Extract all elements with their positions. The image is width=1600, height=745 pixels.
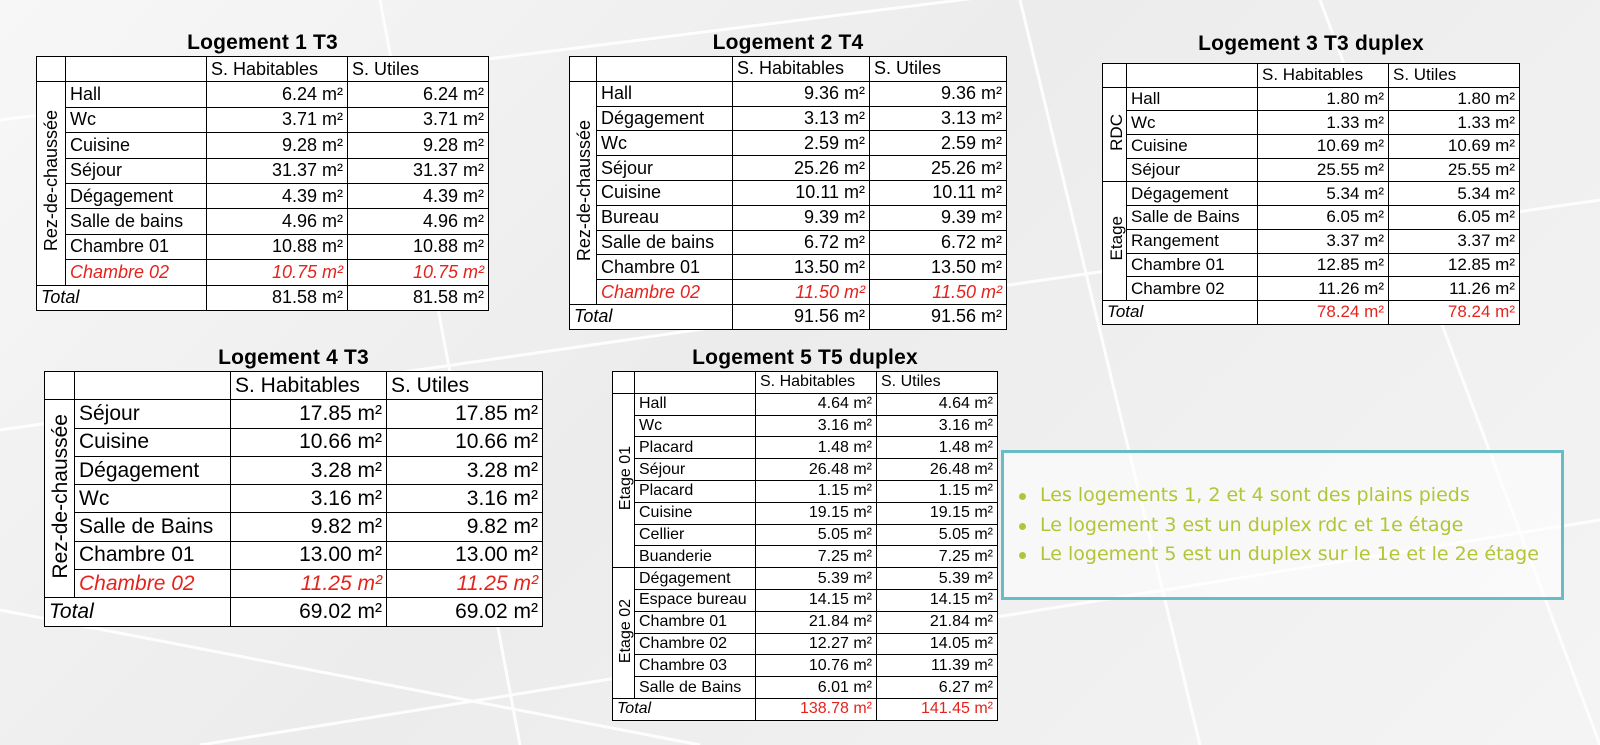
room-name: Séjour [635, 459, 756, 481]
total-habitable: 69.02 m² [231, 598, 387, 626]
table-row [570, 230, 1007, 255]
room-name: Dégagement [75, 456, 231, 484]
surface-habitable: 1.48 m² [756, 437, 877, 459]
surface-utile: 21.84 m² [877, 611, 998, 633]
room-name: Wc [66, 107, 207, 132]
surface-habitable: 26.48 m² [756, 459, 877, 481]
total-label: Total [570, 304, 733, 329]
note-text: Le logement 5 est un duplex sur le 1e et le 2e étage [1040, 543, 1539, 565]
surface-habitable: 1.33 m² [1258, 111, 1389, 135]
surface-table [36, 56, 489, 311]
room-name: Chambre 01 [635, 611, 756, 633]
surface-utile: 7.25 m² [877, 546, 998, 568]
room-name: Salle de Bains [635, 677, 756, 699]
total-label: Total [37, 285, 207, 310]
room-name: Chambre 02 [66, 260, 207, 285]
surface-habitable: 10.11 m² [733, 180, 870, 205]
room-name: Chambre 03 [635, 655, 756, 677]
corner-cell [635, 372, 756, 394]
surface-utile: 4.64 m² [877, 393, 998, 415]
surface-habitable: 7.25 m² [756, 546, 877, 568]
room-name: Wc [75, 485, 231, 513]
room-name: Placard [635, 437, 756, 459]
surface-habitable: 13.00 m² [231, 541, 387, 569]
table-title: Logement 1 T3 [187, 31, 338, 54]
table-row [37, 260, 489, 285]
corner-cell [613, 372, 635, 394]
surface-utile: 5.05 m² [877, 524, 998, 546]
column-header-habitables: S. Habitables [1258, 64, 1389, 88]
surface-table [612, 371, 998, 721]
surface-habitable: 3.16 m² [231, 485, 387, 513]
surface-habitable: 4.39 m² [207, 183, 348, 208]
bullet-icon [1019, 523, 1026, 530]
surface-utile: 12.85 m² [1389, 253, 1520, 277]
surface-utile: 5.39 m² [877, 568, 998, 590]
table-row [1103, 182, 1520, 206]
surface-habitable: 6.05 m² [1258, 206, 1389, 230]
surface-habitable: 10.69 m² [1258, 135, 1389, 159]
table-title: Logement 2 T4 [712, 31, 864, 54]
group-label-cell [37, 82, 66, 285]
total-habitable: 78.24 m² [1258, 300, 1389, 324]
surface-habitable: 12.85 m² [1258, 253, 1389, 277]
room-name: Hall [66, 82, 207, 107]
table-logement-1 [36, 30, 489, 311]
header-row [37, 57, 489, 82]
table-row [45, 541, 543, 569]
group-label: Rez-de-chaussée [574, 119, 594, 261]
table-row [613, 677, 998, 699]
surface-utile: 6.05 m² [1389, 206, 1520, 230]
surface-habitable: 3.28 m² [231, 456, 387, 484]
table-row [613, 611, 998, 633]
table-row [613, 546, 998, 568]
surface-habitable: 10.66 m² [231, 428, 387, 456]
column-header-habitables: S. Habitables [207, 57, 348, 82]
room-name: Chambre 02 [597, 280, 733, 305]
surface-utile: 10.88 m² [348, 234, 489, 259]
surface-habitable: 17.85 m² [231, 400, 387, 428]
group-label: Rez-de-chaussée [41, 110, 61, 252]
table-row [45, 400, 543, 428]
table-row [613, 502, 998, 524]
surface-habitable: 6.72 m² [733, 230, 870, 255]
table-row [37, 133, 489, 158]
surface-utile: 6.27 m² [877, 677, 998, 699]
surface-habitable: 9.28 m² [207, 133, 348, 158]
surface-utile: 19.15 m² [877, 502, 998, 524]
table-row [45, 570, 543, 598]
surface-habitable: 9.39 m² [733, 205, 870, 230]
surface-utile: 6.24 m² [348, 82, 489, 107]
table-title: Logement 4 T3 [218, 346, 369, 369]
surface-habitable: 3.71 m² [207, 107, 348, 132]
total-utile: 81.58 m² [348, 285, 489, 310]
table-row [570, 156, 1007, 181]
note-item [1040, 481, 1551, 511]
corner-cell [1127, 64, 1258, 88]
table-row [570, 81, 1007, 106]
surface-habitable: 3.13 m² [733, 106, 870, 131]
surface-habitable: 11.26 m² [1258, 277, 1389, 301]
table-row [613, 589, 998, 611]
room-name: Cuisine [635, 502, 756, 524]
room-name: Chambre 02 [635, 633, 756, 655]
table-row [37, 183, 489, 208]
surface-habitable: 2.59 m² [733, 131, 870, 156]
room-name: Hall [1127, 87, 1258, 111]
total-row [37, 285, 489, 310]
surface-habitable: 5.05 m² [756, 524, 877, 546]
room-name: Chambre 01 [1127, 253, 1258, 277]
total-habitable: 91.56 m² [733, 304, 870, 329]
surface-utile: 14.05 m² [877, 633, 998, 655]
corner-cell [570, 57, 597, 82]
table-row [570, 106, 1007, 131]
surface-utile: 1.48 m² [877, 437, 998, 459]
note-item [1040, 511, 1551, 541]
room-name: Cellier [635, 524, 756, 546]
room-name: Wc [1127, 111, 1258, 135]
surface-table [1102, 63, 1520, 325]
room-name: Séjour [1127, 158, 1258, 182]
surface-habitable: 21.84 m² [756, 611, 877, 633]
total-label: Total [613, 698, 756, 720]
room-name: Séjour [75, 400, 231, 428]
surface-utile: 4.96 m² [348, 209, 489, 234]
total-utile: 91.56 m² [870, 304, 1007, 329]
surface-utile: 26.48 m² [877, 459, 998, 481]
table-row [570, 205, 1007, 230]
surface-habitable: 9.36 m² [733, 81, 870, 106]
group-label-cell [570, 81, 597, 304]
total-row [45, 598, 543, 626]
surface-utile: 6.72 m² [870, 230, 1007, 255]
surface-habitable: 19.15 m² [756, 502, 877, 524]
corner-cell [37, 57, 66, 82]
column-header-habitables: S. Habitables [733, 57, 870, 82]
surface-habitable: 13.50 m² [733, 255, 870, 280]
total-label: Total [1103, 300, 1258, 324]
table-row [570, 180, 1007, 205]
surface-utile: 2.59 m² [870, 131, 1007, 156]
total-habitable: 81.58 m² [207, 285, 348, 310]
group-label-cell [1103, 87, 1127, 182]
surface-utile: 11.39 m² [877, 655, 998, 677]
surface-utile: 10.66 m² [387, 428, 543, 456]
room-name: Wc [597, 131, 733, 156]
room-name: Séjour [597, 156, 733, 181]
group-label: Rez-de-chaussée [49, 413, 72, 579]
surface-utile: 1.33 m² [1389, 111, 1520, 135]
table-logement-3 [1102, 30, 1520, 325]
table-row [613, 459, 998, 481]
surface-utile: 9.39 m² [870, 205, 1007, 230]
surface-habitable: 11.50 m² [733, 280, 870, 305]
total-row [613, 698, 998, 720]
surface-habitable: 14.15 m² [756, 589, 877, 611]
room-name: Salle de Bains [1127, 206, 1258, 230]
notes-list [1040, 481, 1551, 570]
table-row [613, 393, 998, 415]
table-row [613, 568, 998, 590]
bullet-icon [1019, 493, 1026, 500]
group-label: Etage 01 [617, 445, 634, 511]
room-name: Dégagement [597, 106, 733, 131]
table-row [45, 428, 543, 456]
table-row [1103, 111, 1520, 135]
surface-utile: 10.11 m² [870, 180, 1007, 205]
surface-habitable: 1.15 m² [756, 480, 877, 502]
surface-habitable: 5.39 m² [756, 568, 877, 590]
surface-utile: 3.37 m² [1389, 229, 1520, 253]
total-row [1103, 300, 1520, 324]
surface-habitable: 10.76 m² [756, 655, 877, 677]
surface-utile: 17.85 m² [387, 400, 543, 428]
column-header-habitables: S. Habitables [231, 372, 387, 400]
table-title: Logement 3 T3 duplex [1198, 32, 1424, 55]
table-row [570, 255, 1007, 280]
surface-habitable: 25.26 m² [733, 156, 870, 181]
surface-habitable: 10.88 m² [207, 234, 348, 259]
room-name: Cuisine [75, 428, 231, 456]
group-label: Etage [1107, 216, 1126, 261]
notes-box [1001, 450, 1564, 600]
total-row [570, 304, 1007, 329]
room-name: Dégagement [635, 568, 756, 590]
surface-habitable: 4.64 m² [756, 393, 877, 415]
table-row [613, 633, 998, 655]
corner-cell [75, 372, 231, 400]
group-label-cell [613, 393, 635, 567]
room-name: Placard [635, 480, 756, 502]
table-row [37, 234, 489, 259]
corner-cell [66, 57, 207, 82]
surface-habitable: 3.16 m² [756, 415, 877, 437]
surface-habitable: 6.01 m² [756, 677, 877, 699]
surface-utile: 1.15 m² [877, 480, 998, 502]
surface-utile: 4.39 m² [348, 183, 489, 208]
corner-cell [45, 372, 75, 400]
column-header-utiles: S. Utiles [348, 57, 489, 82]
note-item [1040, 540, 1551, 570]
table-logement-4 [44, 344, 543, 627]
room-name: Séjour [66, 158, 207, 183]
table-row [613, 480, 998, 502]
group-label-cell [613, 568, 635, 699]
group-label-cell [45, 400, 75, 598]
total-utile: 78.24 m² [1389, 300, 1520, 324]
table-row [45, 513, 543, 541]
table-title: Logement 5 T5 duplex [692, 346, 918, 369]
surface-utile: 9.28 m² [348, 133, 489, 158]
table-row [37, 158, 489, 183]
surface-utile: 25.26 m² [870, 156, 1007, 181]
surface-utile: 9.82 m² [387, 513, 543, 541]
surface-utile: 10.75 m² [348, 260, 489, 285]
bullet-icon [1019, 552, 1026, 559]
room-name: Hall [597, 81, 733, 106]
table-row [1103, 229, 1520, 253]
table-row [45, 485, 543, 513]
surface-utile: 11.50 m² [870, 280, 1007, 305]
surface-utile: 14.15 m² [877, 589, 998, 611]
surface-habitable: 3.37 m² [1258, 229, 1389, 253]
surface-utile: 3.13 m² [870, 106, 1007, 131]
surface-table [44, 371, 543, 627]
table-row [1103, 158, 1520, 182]
surface-utile: 3.71 m² [348, 107, 489, 132]
surface-utile: 10.69 m² [1389, 135, 1520, 159]
header-row [613, 372, 998, 394]
room-name: Salle de bains [597, 230, 733, 255]
table-row [1103, 87, 1520, 111]
surface-utile: 1.80 m² [1389, 87, 1520, 111]
table-row [1103, 206, 1520, 230]
room-name: Bureau [597, 205, 733, 230]
total-habitable: 138.78 m² [756, 698, 877, 720]
table-row [613, 415, 998, 437]
surface-habitable: 11.25 m² [231, 570, 387, 598]
room-name: Rangement [1127, 229, 1258, 253]
surface-habitable: 1.80 m² [1258, 87, 1389, 111]
surface-utile: 13.50 m² [870, 255, 1007, 280]
surface-utile: 25.55 m² [1389, 158, 1520, 182]
table-row [45, 456, 543, 484]
room-name: Cuisine [1127, 135, 1258, 159]
table-row [37, 209, 489, 234]
room-name: Hall [635, 393, 756, 415]
surface-utile: 9.36 m² [870, 81, 1007, 106]
column-header-utiles: S. Utiles [387, 372, 543, 400]
table-row [37, 82, 489, 107]
header-row [1103, 64, 1520, 88]
note-text: Les logements 1, 2 et 4 sont des plains pieds [1040, 484, 1470, 506]
table-row [570, 131, 1007, 156]
room-name: Dégagement [66, 183, 207, 208]
table-logement-5 [612, 344, 998, 721]
column-header-utiles: S. Utiles [877, 372, 998, 394]
room-name: Chambre 01 [597, 255, 733, 280]
room-name: Chambre 01 [75, 541, 231, 569]
room-name: Salle de Bains [75, 513, 231, 541]
surface-utile: 13.00 m² [387, 541, 543, 569]
surface-utile: 5.34 m² [1389, 182, 1520, 206]
surface-utile: 11.25 m² [387, 570, 543, 598]
room-name: Chambre 02 [75, 570, 231, 598]
header-row [570, 57, 1007, 82]
header-row [45, 372, 543, 400]
surface-habitable: 25.55 m² [1258, 158, 1389, 182]
surface-habitable: 6.24 m² [207, 82, 348, 107]
total-label: Total [45, 598, 231, 626]
room-name: Dégagement [1127, 182, 1258, 206]
group-label: RDC [1107, 113, 1126, 151]
room-name: Chambre 02 [1127, 277, 1258, 301]
room-name: Espace bureau [635, 589, 756, 611]
table-row [1103, 277, 1520, 301]
group-label: Etage 02 [617, 598, 634, 663]
surface-utile: 11.26 m² [1389, 277, 1520, 301]
room-name: Buanderie [635, 546, 756, 568]
column-header-utiles: S. Utiles [1389, 64, 1520, 88]
room-name: Salle de bains [66, 209, 207, 234]
surface-utile: 3.16 m² [387, 485, 543, 513]
corner-cell [597, 57, 733, 82]
surface-utile: 31.37 m² [348, 158, 489, 183]
surface-habitable: 12.27 m² [756, 633, 877, 655]
table-logement-2 [569, 30, 1007, 330]
total-utile: 141.45 m² [877, 698, 998, 720]
table-row [570, 280, 1007, 305]
column-header-utiles: S. Utiles [870, 57, 1007, 82]
total-utile: 69.02 m² [387, 598, 543, 626]
surface-habitable: 10.75 m² [207, 260, 348, 285]
surface-utile: 3.16 m² [877, 415, 998, 437]
group-label-cell [1103, 182, 1127, 300]
table-row [613, 524, 998, 546]
surface-habitable: 31.37 m² [207, 158, 348, 183]
note-text: Le logement 3 est un duplex rdc et 1e étage [1040, 513, 1464, 536]
surface-utile: 3.28 m² [387, 456, 543, 484]
surface-table [569, 56, 1007, 330]
room-name: Wc [635, 415, 756, 437]
room-name: Chambre 01 [66, 234, 207, 259]
table-row [1103, 253, 1520, 277]
room-name: Cuisine [66, 133, 207, 158]
column-header-habitables: S. Habitables [756, 372, 877, 394]
surface-habitable: 4.96 m² [207, 209, 348, 234]
room-name: Cuisine [597, 180, 733, 205]
table-row [613, 655, 998, 677]
surface-habitable: 5.34 m² [1258, 182, 1389, 206]
table-row [1103, 135, 1520, 159]
surface-habitable: 9.82 m² [231, 513, 387, 541]
corner-cell [1103, 64, 1127, 88]
table-row [613, 437, 998, 459]
table-row [37, 107, 489, 132]
